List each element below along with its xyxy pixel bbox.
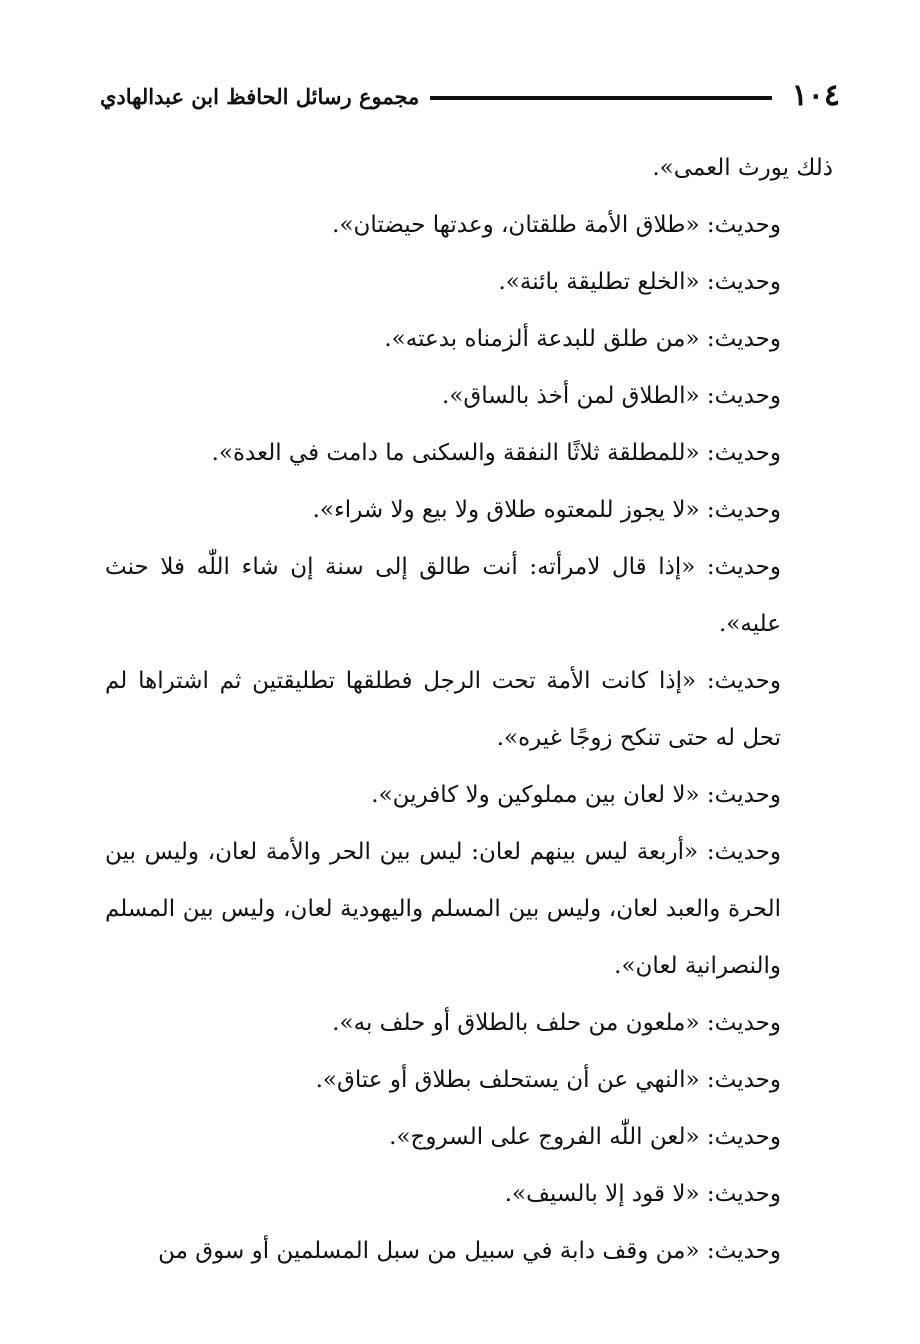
paragraph: وحديث: «لا قود إلا بالسيف». — [504, 1181, 781, 1207]
paragraph: وحديث: «طلاق الأمة طلقتان، وعدتها حيضتان». — [332, 212, 781, 238]
paragraph: وحديث: «إذا كانت الأمة تحت الرجل فطلقها تطليقتين ثم اشتراها لم تحل له حتى تنكح زوجًا غيره». — [105, 668, 781, 751]
paragraph: وحديث: «الخلع تطليقة بائنة». — [498, 269, 781, 295]
paragraph: وحديث: «النهي عن أن يستحلف بطلاق أو عتاق». — [315, 1067, 781, 1093]
page-body — [105, 140, 833, 1280]
paragraph-continuation: ذلك يورث العمى». — [652, 155, 833, 181]
paragraph: وحديث: «ملعون من حلف بالطلاق أو حلف به». — [332, 1010, 781, 1036]
page-number: ١٠٤ — [791, 78, 840, 113]
running-title: مجموع رسائل الحافظ ابن عبدالهادي — [100, 84, 420, 109]
paragraph: وحديث: «لا يجوز للمعتوه طلاق ولا بيع ولا شراء». — [312, 497, 781, 523]
paragraph: وحديث: «أربعة ليس بينهم لعان: ليس بين الحر والأمة لعان، وليس بين الحرة والعبد لعان، وليس بين المسلم واليهودية لعان، وليس بين المسلم والنصرانية لعان». — [105, 839, 781, 979]
paragraph: وحديث: «الطلاق لمن أخذ بالساق». — [442, 383, 781, 409]
paragraph: وحديث: «إذا قال لامرأته: أنت طالق إلى سنة إن شاء اللّٰه فلا حنث عليه». — [105, 554, 781, 637]
paragraph: وحديث: «لعن اللّٰه الفروج على السروج». — [389, 1124, 781, 1150]
page-header — [100, 78, 840, 118]
paragraph: وحديث: «من طلق للبدعة ألزمناه بدعته». — [384, 326, 781, 352]
paragraph: وحديث: «للمطلقة ثلاثًا النفقة والسكنى ما دامت في العدة». — [211, 440, 781, 466]
paragraph: وحديث: «من وقف دابة في سبيل من سبل المسلمين أو سوق من — [158, 1238, 781, 1264]
header-rule — [430, 96, 772, 100]
paragraph: وحديث: «لا لعان بين مملوكين ولا كافرين». — [371, 782, 781, 808]
